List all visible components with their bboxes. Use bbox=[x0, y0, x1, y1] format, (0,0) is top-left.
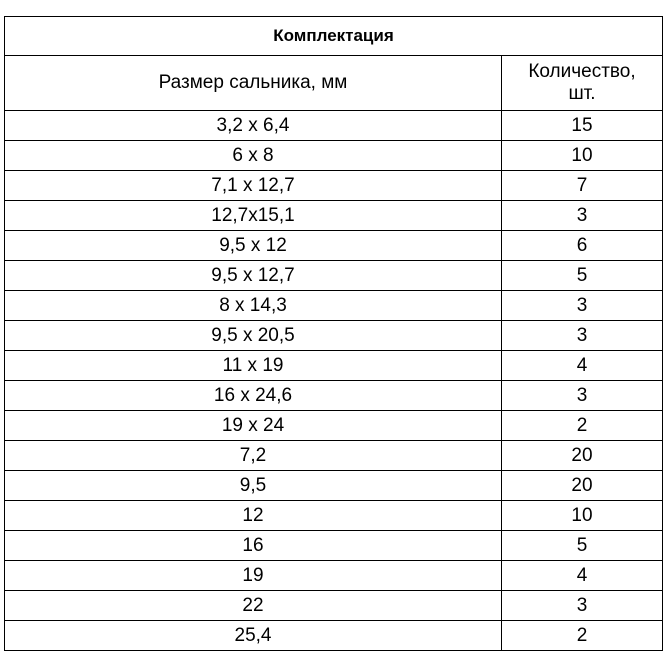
table-header-row bbox=[5, 56, 663, 111]
table-row bbox=[5, 621, 663, 651]
quantity-cell: 15 bbox=[502, 111, 663, 141]
table-row bbox=[5, 261, 663, 291]
table-row bbox=[5, 561, 663, 591]
table-row bbox=[5, 531, 663, 561]
table-row bbox=[5, 141, 663, 171]
quantity-cell: 3 bbox=[502, 381, 663, 411]
size-column-header: Размер сальника, мм bbox=[5, 56, 502, 111]
size-cell: 9,5 x 20,5 bbox=[5, 321, 502, 351]
table-row bbox=[5, 591, 663, 621]
size-cell: 12 bbox=[5, 501, 502, 531]
table-row bbox=[5, 111, 663, 141]
size-cell: 19 x 24 bbox=[5, 411, 502, 441]
quantity-cell: 5 bbox=[502, 531, 663, 561]
size-cell: 9,5 x 12 bbox=[5, 231, 502, 261]
table-title: Комплектация bbox=[5, 17, 663, 56]
size-cell: 6 x 8 bbox=[5, 141, 502, 171]
size-cell: 8 x 14,3 bbox=[5, 291, 502, 321]
table-row bbox=[5, 291, 663, 321]
quantity-cell: 6 bbox=[502, 231, 663, 261]
table-row bbox=[5, 411, 663, 441]
size-cell: 9,5 bbox=[5, 471, 502, 501]
size-cell: 25,4 bbox=[5, 621, 502, 651]
table-row bbox=[5, 501, 663, 531]
quantity-column-header bbox=[502, 56, 663, 111]
quantity-cell: 5 bbox=[502, 261, 663, 291]
quantity-cell: 3 bbox=[502, 291, 663, 321]
table-row bbox=[5, 351, 663, 381]
quantity-cell: 4 bbox=[502, 561, 663, 591]
table-row bbox=[5, 381, 663, 411]
quantity-column-header-label: Количество, шт. bbox=[528, 61, 636, 104]
table-row bbox=[5, 171, 663, 201]
table-row bbox=[5, 471, 663, 501]
table-title-row bbox=[5, 17, 663, 56]
size-cell: 22 bbox=[5, 591, 502, 621]
size-cell: 7,1 x 12,7 bbox=[5, 171, 502, 201]
quantity-cell: 7 bbox=[502, 171, 663, 201]
size-cell: 16 x 24,6 bbox=[5, 381, 502, 411]
size-cell: 16 bbox=[5, 531, 502, 561]
quantity-cell: 20 bbox=[502, 441, 663, 471]
size-cell: 9,5 x 12,7 bbox=[5, 261, 502, 291]
table-row bbox=[5, 231, 663, 261]
quantity-cell: 3 bbox=[502, 591, 663, 621]
table-row bbox=[5, 321, 663, 351]
quantity-cell: 10 bbox=[502, 501, 663, 531]
table-body bbox=[5, 111, 663, 651]
size-cell: 11 x 19 bbox=[5, 351, 502, 381]
size-cell: 19 bbox=[5, 561, 502, 591]
size-cell: 3,2 x 6,4 bbox=[5, 111, 502, 141]
quantity-cell: 3 bbox=[502, 201, 663, 231]
quantity-cell: 4 bbox=[502, 351, 663, 381]
quantity-cell: 10 bbox=[502, 141, 663, 171]
size-cell: 7,2 bbox=[5, 441, 502, 471]
quantity-cell: 20 bbox=[502, 471, 663, 501]
quantity-cell: 3 bbox=[502, 321, 663, 351]
quantity-cell: 2 bbox=[502, 621, 663, 651]
table-row bbox=[5, 441, 663, 471]
quantity-cell: 2 bbox=[502, 411, 663, 441]
table-row bbox=[5, 201, 663, 231]
size-cell: 12,7x15,1 bbox=[5, 201, 502, 231]
kit-contents-table bbox=[4, 16, 663, 651]
